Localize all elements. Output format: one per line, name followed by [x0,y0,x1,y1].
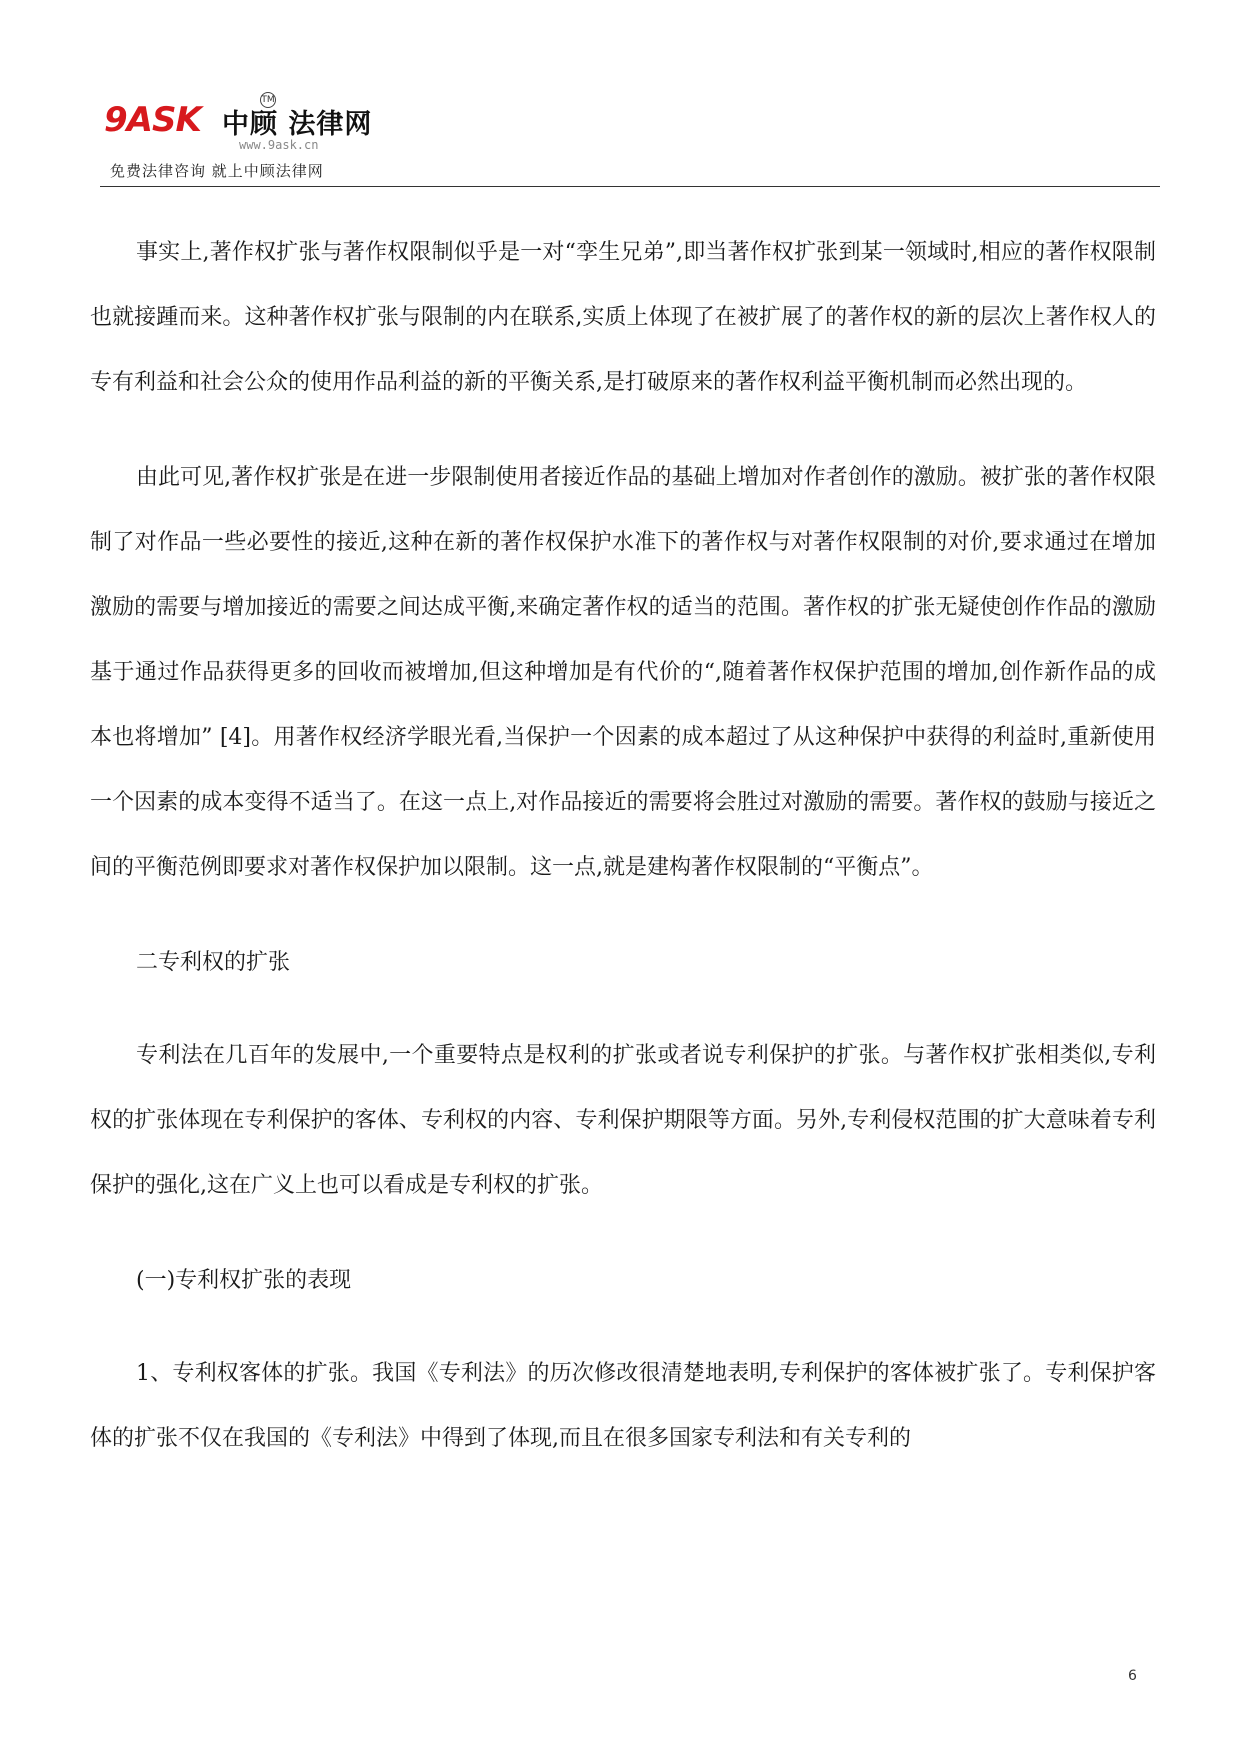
page-header [100,92,1160,187]
paragraph: 事实上,著作权扩张与著作权限制似乎是一对“孪生兄弟”,即当著作权扩张到某一领域时,相应的著作权限制也就接踵而来。这种著作权扩张与限制的内在联系,实质上体现了在被扩展了的著作权的新的层次上著作权人的专有利益和社会公众的使用作品利益的新的平衡关系,是打破原来的著作权利益平衡机制而必然出现的。 [90,240,1156,395]
logo-slogan: 免费法律咨询 就上中顾法律网 [110,162,324,180]
logo[interactable] [104,95,464,180]
logo-brand: 9ASK [104,100,201,140]
logo-url: www.9ask.cn [239,138,319,152]
page-number: 6 [1128,1668,1137,1684]
logo-brand-cn: 中顾 法律网 [222,109,373,140]
paragraph: 1、专利权客体的扩张。我国《专利法》的历次修改很清楚地表明,专利保护的客体被扩张了。专利保护客体的扩张不仅在我国的《专利法》中得到了体现,而且在很多国家专利法和有关专利的 [90,1361,1156,1451]
document-body [90,220,1156,1501]
subsection-heading: (一)专利权扩张的表现 [136,1268,352,1293]
paragraph: 由此可见,著作权扩张是在进一步限制使用者接近作品的基础上增加对作者创作的激励。被扩张的著作权限制了对作品一些必要性的接近,这种在新的著作权保护水准下的著作权与对著作权限制的对价,要求通过在增加激励的需要与增加接近的需要之间达成平衡,来确定著作权的适当的范围。著作权的扩张无疑使创作作品的激励基于通过作品获得更多的回收而被增加,但这种增加是有代价的“,随着著作权保护范围的增加,创作新作品的成本也将增加” [4]。用著作权经济学眼光看,当保护一个因素的成本超过了从这种保护中获得的利益时,重新使用一个因素的成本变得不适当了。在这一点上,对作品接近的需要将会胜过对激励的需要。著作权的鼓励与接近之间的平衡范例即要求对著作权保护加以限制。这一点,就是建构著作权限制的“平衡点”。 [90,465,1156,880]
trademark-icon: TM [260,92,276,108]
paragraph: 专利法在几百年的发展中,一个重要特点是权利的扩张或者说专利保护的扩张。与著作权扩张相类似,专利权的扩张体现在专利保护的客体、专利权的内容、专利保护期限等方面。另外,专利侵权范围的扩大意味着专利保护的强化,这在广义上也可以看成是专利权的扩张。 [90,1043,1156,1198]
section-heading: 二专利权的扩张 [136,950,291,975]
